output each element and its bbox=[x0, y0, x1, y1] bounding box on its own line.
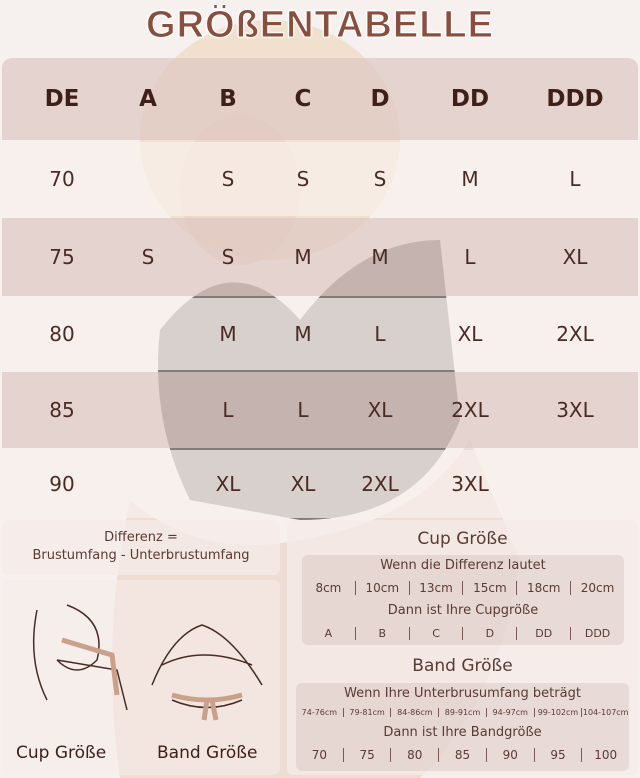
band-cell: 80 bbox=[49, 322, 75, 346]
cup-title: Cup Größe bbox=[417, 529, 508, 549]
size-cell: M bbox=[219, 322, 237, 346]
cup-sizes bbox=[302, 627, 624, 640]
guide-value: 10cm bbox=[355, 581, 409, 595]
table-row bbox=[2, 450, 638, 518]
table-row bbox=[2, 372, 638, 448]
header-cell: B bbox=[219, 86, 237, 112]
header-cell: A bbox=[139, 86, 157, 112]
guide-value: 74-76cm bbox=[301, 708, 338, 717]
header-cell: DD bbox=[450, 86, 490, 112]
size-cell: L bbox=[222, 398, 234, 422]
guide-value: 85 bbox=[438, 748, 486, 762]
page-title: GRÖßENTABELLE bbox=[146, 4, 494, 46]
band-measure-illustration bbox=[142, 605, 272, 725]
size-cell: M bbox=[294, 245, 312, 269]
size-cell: XL bbox=[367, 398, 393, 422]
guide-value: DD bbox=[516, 627, 570, 640]
size-cell: 2XL bbox=[556, 322, 594, 346]
size-cell: S bbox=[373, 167, 387, 191]
guide-value: 104-107cm bbox=[582, 708, 629, 717]
size-cell: S bbox=[296, 167, 310, 191]
table-row bbox=[2, 142, 638, 216]
guide-value: DDD bbox=[570, 627, 624, 640]
differenz-line1: Differenz = bbox=[104, 530, 178, 545]
size-cell: 2XL bbox=[361, 472, 399, 496]
guide-value: 75 bbox=[343, 748, 391, 762]
cup-if-text: Wenn die Differenz lautet bbox=[380, 558, 546, 573]
size-cell: 3XL bbox=[556, 398, 594, 422]
guide-value: 8cm bbox=[315, 581, 342, 595]
size-cell: 3XL bbox=[451, 472, 489, 496]
guide-value: 80 bbox=[390, 748, 438, 762]
size-cell: L bbox=[464, 245, 476, 269]
band-cell: 85 bbox=[49, 398, 75, 422]
size-cell: L bbox=[297, 398, 309, 422]
size-cell: XL bbox=[457, 322, 483, 346]
size-cell: L bbox=[374, 322, 386, 346]
guide-value: 94-97cm bbox=[486, 708, 534, 717]
guide-value: 95 bbox=[534, 748, 582, 762]
size-cell: XL bbox=[215, 472, 241, 496]
size-cell: 2XL bbox=[451, 398, 489, 422]
guide-value: 18cm bbox=[516, 581, 570, 595]
guide-value: 15cm bbox=[462, 581, 516, 595]
cup-measure-illustration bbox=[17, 600, 137, 720]
header-cell: D bbox=[370, 86, 390, 112]
guide-value: D bbox=[462, 627, 516, 640]
size-cell: L bbox=[569, 167, 581, 191]
band-then-text: Dann ist Ihre Bandgröße bbox=[383, 725, 542, 740]
size-cell: XL bbox=[562, 245, 588, 269]
band-size-label: Band Größe bbox=[157, 743, 258, 763]
differenz-line2: Brustumfang - Unterbrustumfang bbox=[32, 548, 250, 563]
band-cell: 75 bbox=[49, 245, 75, 269]
guide-value: 99-102cm bbox=[534, 708, 582, 717]
table-header-row bbox=[2, 58, 638, 140]
band-cell: 90 bbox=[49, 472, 75, 496]
table-row bbox=[2, 218, 638, 296]
guide-value: 70 bbox=[311, 748, 327, 762]
size-table bbox=[2, 58, 638, 518]
band-cell: 70 bbox=[49, 167, 75, 191]
guide-value: 20cm bbox=[570, 581, 624, 595]
size-cell: M bbox=[461, 167, 479, 191]
guide-value: B bbox=[355, 627, 409, 640]
guide-value: 90 bbox=[486, 748, 534, 762]
header-cell: C bbox=[294, 86, 312, 112]
band-if-text: Wenn Ihre Unterbrusumfang beträgt bbox=[344, 686, 581, 701]
size-cell: S bbox=[221, 245, 235, 269]
size-cell: M bbox=[371, 245, 389, 269]
table-row bbox=[2, 298, 638, 370]
guide-value: 100 bbox=[581, 748, 629, 762]
guide-value: 13cm bbox=[409, 581, 463, 595]
header-cell: DE bbox=[44, 86, 80, 112]
guide-value: 79-81cm bbox=[343, 708, 391, 717]
band-ranges bbox=[296, 708, 629, 717]
band-guide bbox=[296, 683, 629, 771]
band-title: Band Größe bbox=[412, 656, 513, 676]
cup-size-label: Cup Größe bbox=[16, 743, 107, 763]
cup-then-text: Dann ist Ihre Cupgröße bbox=[387, 603, 539, 618]
header-cell: DDD bbox=[546, 86, 604, 112]
guide-value: A bbox=[324, 627, 333, 640]
size-cell: S bbox=[221, 167, 235, 191]
band-sizes bbox=[296, 748, 629, 762]
size-cell: S bbox=[141, 245, 155, 269]
cup-differences bbox=[302, 581, 624, 595]
guide-value: 89-91cm bbox=[438, 708, 486, 717]
illustration-box bbox=[2, 580, 280, 775]
guide-value: 84-86cm bbox=[390, 708, 438, 717]
cup-guide bbox=[302, 555, 624, 645]
size-cell: XL bbox=[290, 472, 316, 496]
size-guide-box bbox=[287, 520, 638, 775]
guide-value: C bbox=[409, 627, 463, 640]
size-cell: M bbox=[294, 322, 312, 346]
differenz-box bbox=[2, 520, 280, 575]
